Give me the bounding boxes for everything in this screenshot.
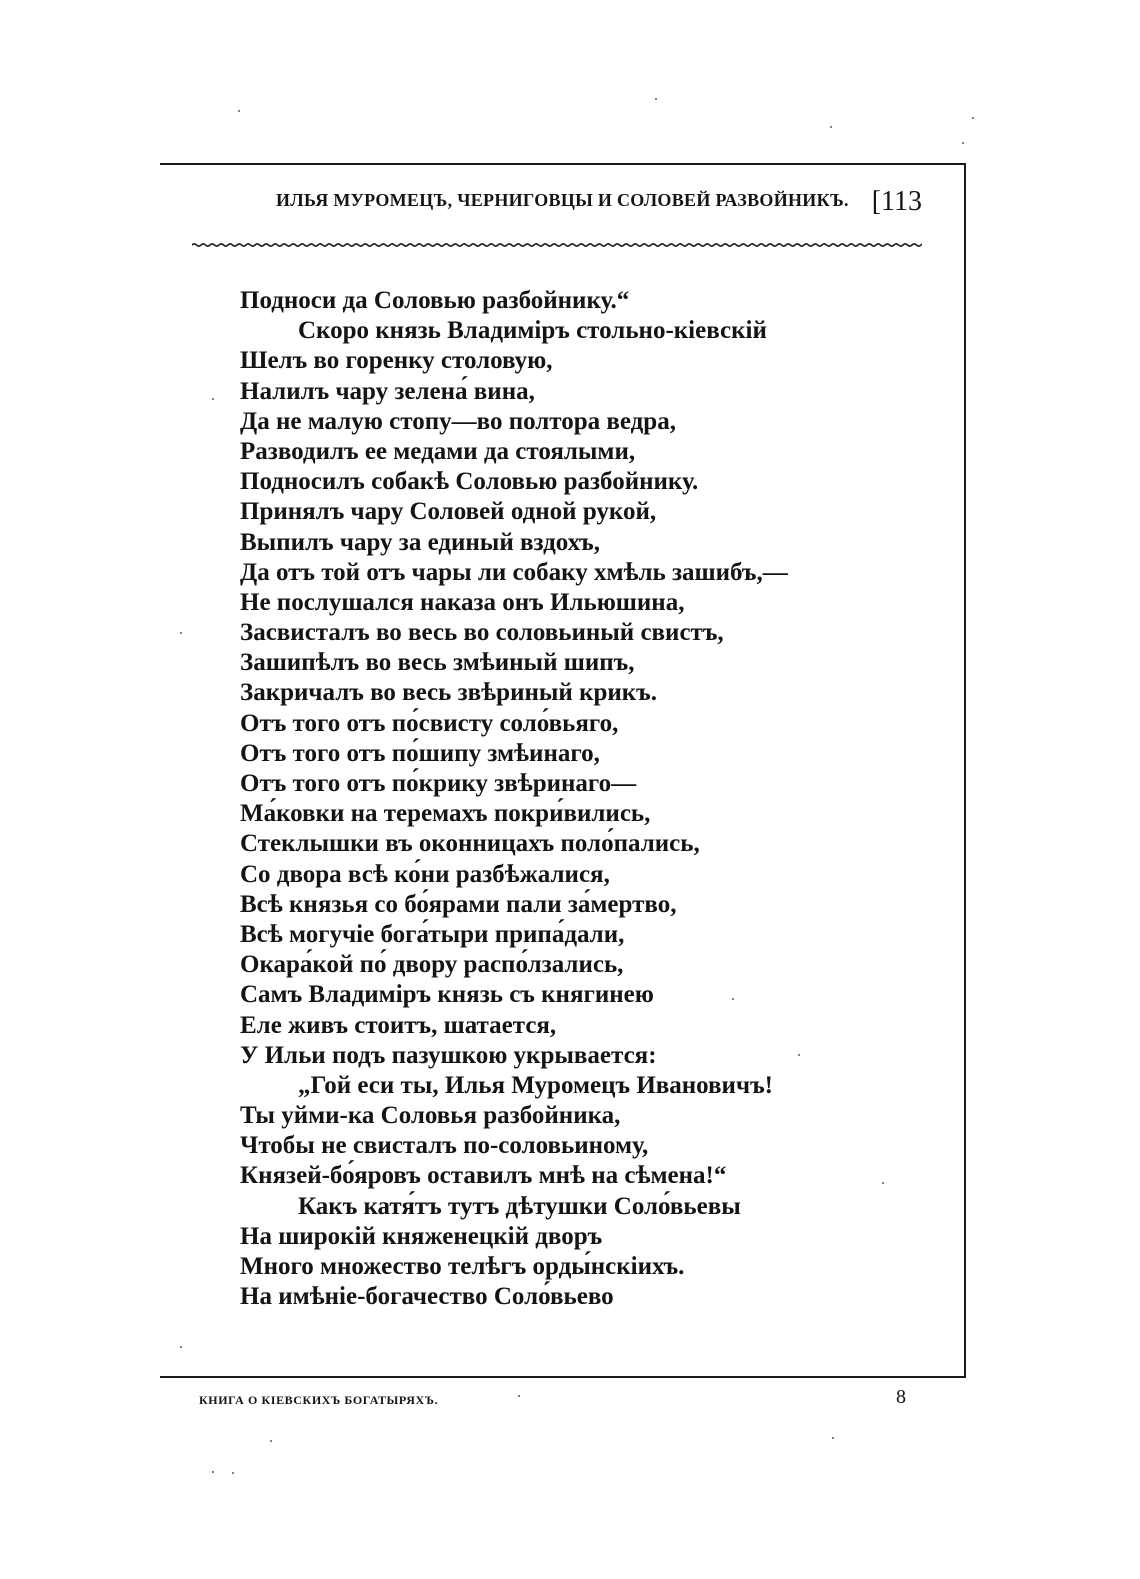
- print-speck: [832, 1437, 834, 1439]
- verse-line: Принялъ чару Соловей одной рукой,: [240, 498, 657, 526]
- print-speck: [830, 126, 832, 128]
- print-speck: [232, 1472, 234, 1474]
- verse-line: Много множество телѣгъ орды́нскіихъ.: [240, 1253, 685, 1280]
- verse-line: Чтобы не свисталъ по-соловьиному,: [240, 1132, 649, 1160]
- verse-line: Подноси да Соловью разбойнику.“: [240, 287, 630, 314]
- verse-line: Окара́кой по́ двору распо́лзались,: [240, 951, 624, 979]
- print-speck: [798, 1054, 800, 1056]
- verse-line: Всѣ могучіе бога́тыри припа́дали,: [240, 920, 625, 948]
- verse-line: На имѣніе-богачество Соло́вьево: [240, 1283, 614, 1311]
- print-speck: [270, 1440, 272, 1442]
- print-speck: [732, 998, 734, 1000]
- verse-line: Князей-бо́яровъ оставилъ мнѣ на сѣмена!“: [240, 1162, 727, 1190]
- verse-line: Шелъ во горенку столовую,: [240, 347, 553, 375]
- print-speck: [238, 110, 240, 112]
- verse-line: Разводилъ ее медами да стоялыми,: [240, 437, 636, 465]
- verse-line: Закричалъ во весь звѣриный крикъ.: [240, 679, 658, 707]
- print-speck: [180, 632, 182, 634]
- footer-sheet-number: 8: [896, 1386, 906, 1408]
- verse-line: Не послушался наказа онъ Ильюшина,: [240, 588, 685, 616]
- verse-line: Какъ катя́тъ тутъ дѣтушки Соло́вьевы: [298, 1192, 741, 1220]
- verse-line: Отъ того отъ по́шипу змѣинаго,: [240, 739, 600, 767]
- verse-line: Отъ того отъ по́крику звѣринаго—: [240, 770, 637, 797]
- print-speck: [212, 398, 214, 400]
- verse-line: Ма́ковки на теремахъ покри́вились,: [240, 800, 651, 828]
- verse-line: Еле живъ стоитъ, шатается,: [240, 1011, 557, 1039]
- verse-line: Да не малую стопу—во полтора ведра,: [240, 407, 676, 435]
- print-speck: [518, 1395, 520, 1397]
- verse-line: Отъ того отъ по́свисту соло́вьяго,: [240, 709, 619, 737]
- verse-line: Зашипѣлъ во весь змѣиный шипъ,: [240, 649, 635, 677]
- print-speck: [972, 117, 974, 119]
- verse-line: Выпилъ чару за единый вздохъ,: [240, 528, 600, 556]
- print-speck: [882, 1182, 884, 1184]
- verse-line: Засвисталъ во весь во соловьиный свистъ,: [240, 619, 724, 647]
- print-speck: [212, 1471, 214, 1473]
- page-number: [113: [871, 186, 922, 217]
- footer-signature: КНИГА О КІЕВСКИХЪ БОГАТЫРЯХЪ.: [199, 1393, 439, 1407]
- verse-line: Скоро князь Владиміръ стольно-кіевскій: [298, 317, 767, 345]
- verse-line: Со двора всѣ ко́ни разбѣжалися,: [240, 860, 610, 888]
- verse-line: Самъ Владиміръ князь съ княгинею: [240, 981, 654, 1009]
- verse-line: Стеклышки въ оконницахъ поло́пались,: [240, 830, 700, 858]
- verse-line: У Ильи подъ пазушкою укрывается:: [240, 1041, 657, 1069]
- verse-line: Подносилъ собакѣ Соловью разбойнику.: [240, 468, 699, 496]
- verse-line: Да отъ той отъ чары ли собаку хмѣль зашибъ,—: [240, 558, 788, 586]
- verse-line: Налилъ чару зелена́ вина,: [240, 377, 535, 405]
- verse-block: [240, 286, 940, 1312]
- print-speck: [962, 142, 964, 144]
- verse-line: Ты уйми-ка Соловья разбойника,: [240, 1102, 621, 1130]
- verse-line: На широкій княженецкій дворъ: [240, 1222, 603, 1250]
- running-head: [276, 186, 926, 226]
- verse-line: Всѣ князья со бо́ярами пали за́мертво,: [240, 890, 677, 918]
- verse-line: „Гой еси ты, Илья Муромецъ Ивановичъ!: [298, 1071, 773, 1099]
- print-speck: [180, 1346, 182, 1348]
- wavy-rule: [192, 240, 922, 250]
- running-title: ИЛЬЯ МУРОМЕЦЪ, ЧЕРНИГОВЦЫ И СОЛОВЕЙ РАЗВОЙНИКЪ.: [276, 190, 849, 210]
- print-speck: [655, 98, 657, 100]
